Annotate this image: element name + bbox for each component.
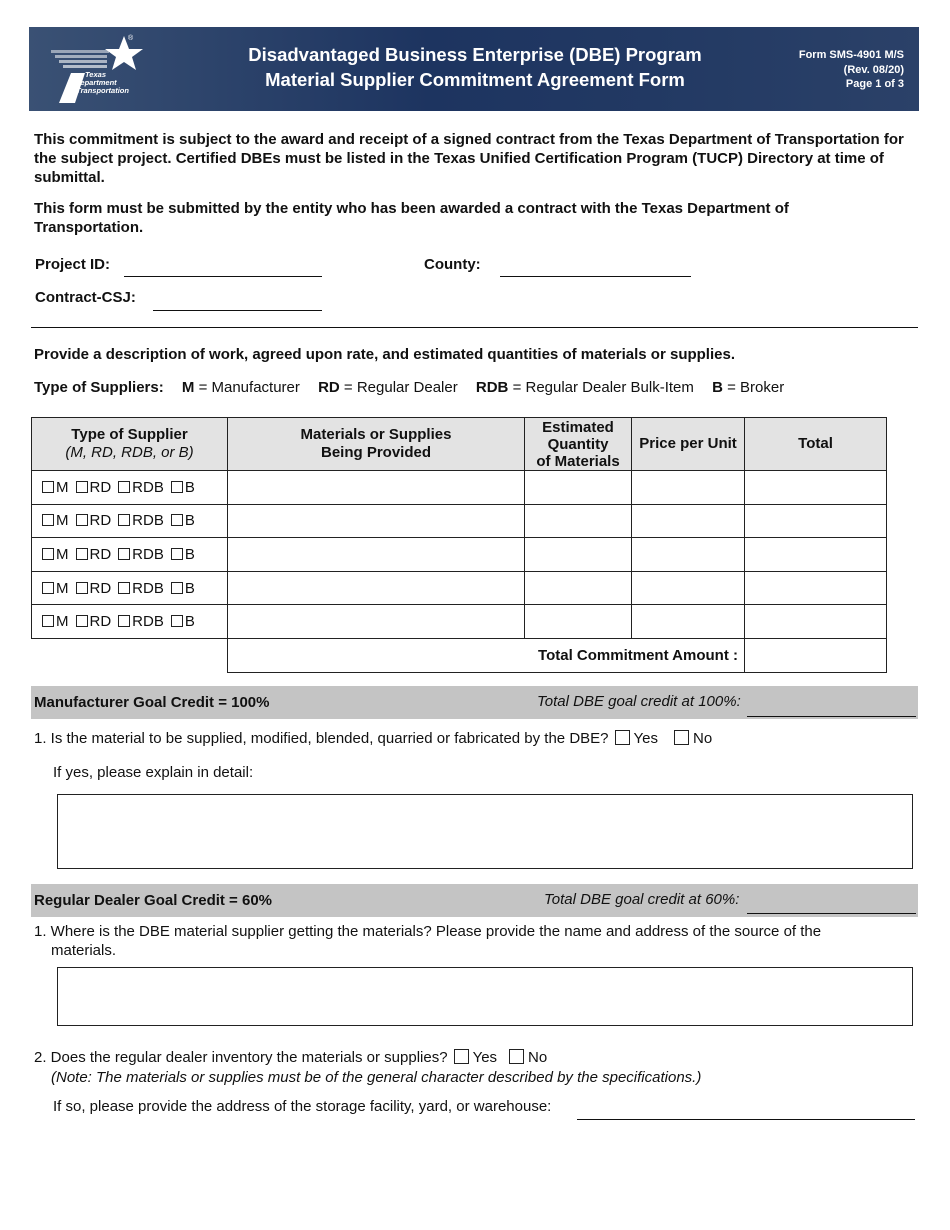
storage-address-label: If so, please provide the address of the storage facility, yard, or warehouse:: [53, 1098, 552, 1115]
supplier-type-b-option[interactable]: B: [171, 512, 195, 529]
intro-paragraph-2: This form must be submitted by the entity who has been awarded a contract with the Texas Department of Transportation.: [34, 200, 789, 236]
registered-mark: ®: [128, 35, 134, 42]
supplier-type-options: [32, 471, 228, 505]
total-cell[interactable]: [745, 571, 887, 605]
supplier-type-options: [32, 504, 228, 538]
checkbox-icon[interactable]: [171, 582, 183, 594]
checkbox-icon[interactable]: [171, 514, 183, 526]
checkbox-icon[interactable]: [171, 615, 183, 627]
manufacturer-q1-yes-checkbox[interactable]: [615, 730, 630, 745]
materials-cell[interactable]: [228, 538, 525, 572]
form-identifier: [799, 48, 904, 92]
supplier-type-rdb-option[interactable]: RDB: [118, 613, 164, 630]
manufacturer-heading: Manufacturer Goal Credit = 100%: [34, 694, 270, 711]
table-row: [32, 504, 887, 538]
col-type-of-supplier: Type of Supplier (M, RD, RDB, or B): [32, 418, 228, 471]
storage-address-field[interactable]: [577, 1103, 915, 1120]
materials-cell[interactable]: [228, 605, 525, 639]
manufacturer-section-header: [31, 686, 918, 719]
supplier-type-rd-option[interactable]: RD: [76, 512, 112, 529]
price-per-unit-cell[interactable]: [632, 571, 745, 605]
materials-cell[interactable]: [228, 471, 525, 505]
county-label: County:: [424, 256, 481, 273]
total-commitment-field[interactable]: [745, 638, 887, 672]
quantity-cell[interactable]: [525, 471, 632, 505]
table-row: [32, 605, 887, 639]
checkbox-icon[interactable]: [118, 548, 130, 560]
price-per-unit-cell[interactable]: [632, 538, 745, 572]
project-id-field[interactable]: [124, 262, 322, 277]
col-total: Total: [745, 418, 887, 471]
table-row: [32, 471, 887, 505]
supplier-type-b-option[interactable]: B: [171, 479, 195, 496]
checkbox-icon[interactable]: [118, 514, 130, 526]
total-commitment-label: Total Commitment Amount :: [228, 638, 745, 672]
checkbox-icon[interactable]: [42, 514, 54, 526]
manufacturer-credit-field[interactable]: [747, 700, 916, 717]
supplier-type-m-option[interactable]: M: [42, 512, 69, 529]
supplier-type-rdb-option[interactable]: RDB: [118, 546, 164, 563]
supplier-type-m-option[interactable]: M: [42, 613, 69, 630]
contract-csj-field[interactable]: [153, 296, 322, 311]
description-instruction: Provide a description of work, agreed upon rate, and estimated quantities of materials or supplies.: [34, 346, 735, 363]
checkbox-icon[interactable]: [76, 548, 88, 560]
total-cell[interactable]: [745, 471, 887, 505]
section-divider: [31, 327, 918, 328]
manufacturer-question-1: 1. Is the material to be supplied, modified, blended, quarried or fabricated by the DBE? Yes No: [34, 730, 713, 747]
checkbox-icon[interactable]: [42, 615, 54, 627]
supplier-type-rd-option[interactable]: RD: [76, 479, 112, 496]
regular-dealer-section-header: [31, 884, 918, 917]
quantity-cell[interactable]: [525, 605, 632, 639]
intro-paragraph-1: This commitment is subject to the award and receipt of a signed contract from the Texas Department of Transportation for the subject project. Certified DBEs must be listed in the Texas Unified Certification Program (TUCP) Directory at time of submittal.: [34, 131, 904, 186]
county-field[interactable]: [500, 262, 691, 277]
table-row: [32, 571, 887, 605]
supplier-type-b-option[interactable]: B: [171, 580, 195, 597]
quantity-cell[interactable]: [525, 538, 632, 572]
regular-dealer-credit-field[interactable]: [747, 897, 916, 914]
supplier-type-rd-option[interactable]: RD: [76, 580, 112, 597]
regular-dealer-question-1: 1. Where is the DBE material supplier getting the materials? Please provide the name and address of the source of the materials.: [34, 923, 822, 959]
supplier-type-options: [32, 538, 228, 572]
supplier-type-rdb-option[interactable]: RDB: [118, 479, 164, 496]
checkbox-icon[interactable]: [76, 582, 88, 594]
checkbox-icon[interactable]: [118, 481, 130, 493]
supplier-type-rd-option[interactable]: RD: [76, 613, 112, 630]
checkbox-icon[interactable]: [76, 481, 88, 493]
price-per-unit-cell[interactable]: [632, 471, 745, 505]
regular-dealer-q2-no-checkbox[interactable]: [509, 1049, 524, 1064]
supplier-type-b-option[interactable]: B: [171, 613, 195, 630]
supplier-type-b-option[interactable]: B: [171, 546, 195, 563]
price-per-unit-cell[interactable]: [632, 504, 745, 538]
supplier-type-rdb-option[interactable]: RDB: [118, 580, 164, 597]
materials-cell[interactable]: [228, 504, 525, 538]
checkbox-icon[interactable]: [42, 548, 54, 560]
regular-dealer-source-textarea[interactable]: [57, 967, 913, 1026]
contract-csj-label: Contract-CSJ:: [35, 289, 136, 306]
manufacturer-explain-textarea[interactable]: [57, 794, 913, 869]
regular-dealer-note: (Note: The materials or supplies must be of the general character described by the specifications.): [51, 1069, 702, 1086]
col-price-per-unit: Price per Unit: [632, 418, 745, 471]
manufacturer-credit-label: Total DBE goal credit at 100%:: [537, 693, 741, 710]
regular-dealer-credit-label: Total DBE goal credit at 60%:: [544, 891, 740, 908]
checkbox-icon[interactable]: [171, 548, 183, 560]
quantity-cell[interactable]: [525, 504, 632, 538]
total-cell[interactable]: [745, 504, 887, 538]
supplier-type-m-option[interactable]: M: [42, 580, 69, 597]
supplier-table: [31, 417, 887, 673]
table-header-row: [32, 418, 887, 471]
supplier-type-options: [32, 571, 228, 605]
form-number: Form SMS-4901 M/S: [798, 49, 904, 61]
supplier-type-rdb-option[interactable]: RDB: [118, 512, 164, 529]
manufacturer-q1-no-checkbox[interactable]: [674, 730, 689, 745]
quantity-cell[interactable]: [525, 571, 632, 605]
materials-cell[interactable]: [228, 571, 525, 605]
total-cell[interactable]: [745, 538, 887, 572]
logo-text: Texas Department of Transportation: [67, 70, 129, 95]
project-id-label: Project ID:: [35, 256, 111, 273]
form-title: Disadvantaged Business Enterprise (DBE) Program Material Supplier Commitment Agreement Form: [248, 44, 702, 90]
total-cell[interactable]: [745, 605, 887, 639]
checkbox-icon[interactable]: [42, 582, 54, 594]
regular-dealer-heading: Regular Dealer Goal Credit = 60%: [34, 892, 273, 909]
total-row: [32, 638, 887, 672]
supplier-type-m-option[interactable]: M: [42, 546, 69, 563]
checkbox-icon[interactable]: [118, 582, 130, 594]
col-quantity: Estimated Quantity of Materials: [525, 418, 632, 471]
checkbox-icon[interactable]: [118, 615, 130, 627]
form-revision: (Rev. 08/20): [843, 63, 904, 76]
supplier-type-m-option[interactable]: M: [42, 479, 69, 496]
page-number: Page 1 of 3: [845, 78, 904, 90]
supplier-type-options: [32, 605, 228, 639]
col-materials: Materials or Supplies Being Provided: [228, 418, 525, 471]
regular-dealer-q2-yes-checkbox[interactable]: [454, 1049, 469, 1064]
checkbox-icon[interactable]: [42, 481, 54, 493]
manufacturer-explain-label: If yes, please explain in detail:: [53, 764, 254, 781]
checkbox-icon[interactable]: [76, 514, 88, 526]
checkbox-icon[interactable]: [171, 481, 183, 493]
price-per-unit-cell[interactable]: [632, 605, 745, 639]
regular-dealer-question-2: 2. Does the regular dealer inventory the materials or supplies? Yes No: [34, 1049, 548, 1066]
supplier-types-legend: Type of Suppliers: M = Manufacturer RD = Regular Dealer RDB = Regular Dealer Bulk-Item B = Broker: [34, 379, 785, 396]
table-row: [32, 538, 887, 572]
supplier-type-rd-option[interactable]: RD: [76, 546, 112, 563]
header-banner: [29, 27, 919, 111]
checkbox-icon[interactable]: [76, 615, 88, 627]
